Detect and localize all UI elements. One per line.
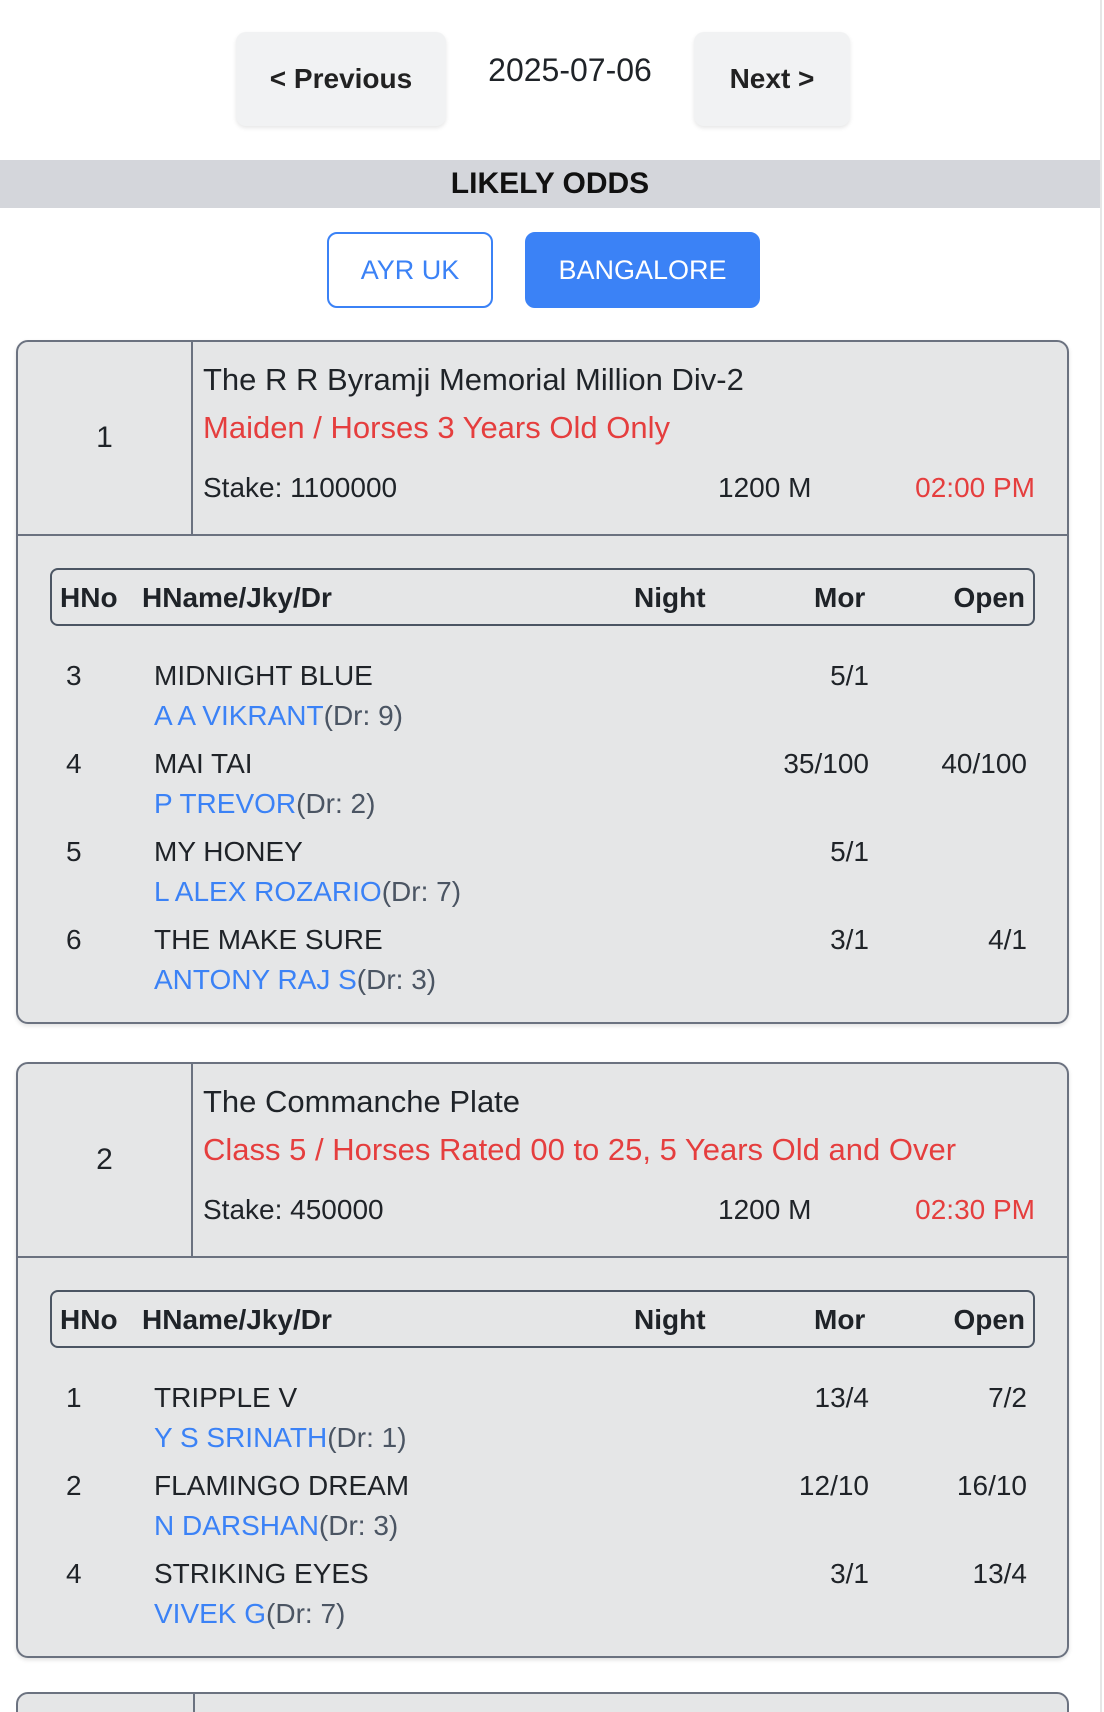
race-title: The Commanche Plate — [203, 1084, 521, 1119]
horse-name: FLAMINGO DREAM — [154, 1470, 410, 1501]
horse-number: 6 — [66, 924, 82, 955]
horse-number: 2 — [66, 1470, 82, 1501]
race-number: 2 — [18, 1064, 193, 1256]
odds-table-header — [50, 1290, 1035, 1348]
horse-name: MY HONEY — [154, 836, 303, 867]
race-stake: Stake: 450000 — [203, 1194, 384, 1225]
race-number-divider — [193, 1694, 195, 1712]
odds-table-header — [50, 568, 1035, 626]
runner-row — [50, 1366, 1035, 1454]
open-odds: 4/1 — [988, 924, 1027, 955]
venue-tab-ayr-uk[interactable]: AYR UK — [327, 232, 493, 308]
morning-odds: 5/1 — [830, 660, 869, 691]
race-header — [18, 1064, 1067, 1258]
jockey-link[interactable]: L ALEX ROZARIO — [154, 876, 382, 907]
morning-odds: 13/4 — [814, 1382, 869, 1413]
open-odds: 40/100 — [941, 748, 1027, 779]
race-stake: Stake: 1100000 — [203, 472, 398, 503]
horse-number: 4 — [66, 748, 82, 779]
race-distance: 1200 M — [718, 472, 812, 503]
race-conditions: Class 5 / Horses Rated 00 to 25, 5 Years Old and Over — [203, 1132, 957, 1167]
draw-number: (Dr: 2) — [296, 788, 376, 819]
morning-odds: 3/1 — [830, 924, 869, 955]
draw-number: (Dr: 7) — [266, 1598, 346, 1629]
header-mor: Mor — [814, 582, 866, 613]
previous-date-button[interactable]: < Previous — [236, 32, 446, 126]
draw-number: (Dr: 9) — [323, 700, 403, 731]
header-night: Night — [634, 582, 706, 613]
jockey-link[interactable]: ANTONY RAJ S — [154, 964, 357, 995]
morning-odds: 3/1 — [830, 1558, 869, 1589]
draw-number: (Dr: 3) — [318, 1510, 399, 1541]
open-odds: 13/4 — [972, 1558, 1027, 1589]
runner-row — [50, 644, 1035, 732]
runner-row — [50, 1454, 1035, 1542]
open-odds: 7/2 — [988, 1382, 1027, 1413]
draw-number: (Dr: 7) — [381, 876, 462, 907]
race-time: 02:00 PM — [915, 472, 1035, 503]
current-date: 2025-07-06 — [488, 52, 652, 88]
section-title: LIKELY ODDS — [0, 160, 1100, 208]
horse-number: 4 — [66, 1558, 82, 1589]
horse-number: 1 — [66, 1382, 82, 1413]
morning-odds: 35/100 — [783, 748, 869, 779]
horse-name: MAI TAI — [154, 748, 253, 779]
horse-name: THE MAKE SURE — [154, 924, 383, 955]
horse-name: MIDNIGHT BLUE — [154, 660, 373, 691]
header-name: HName/Jky/Dr — [142, 1304, 332, 1335]
header-night: Night — [634, 1304, 706, 1335]
race-distance: 1200 M — [718, 1194, 812, 1225]
runner-row — [50, 1542, 1035, 1630]
page-right-border — [1100, 0, 1102, 1712]
draw-number: (Dr: 1) — [327, 1422, 407, 1453]
open-odds: 16/10 — [956, 1470, 1027, 1501]
horse-name: STRIKING EYES — [154, 1558, 369, 1589]
draw-number: (Dr: 3) — [356, 964, 437, 995]
odds-table — [50, 1290, 1035, 1630]
header-hno: HNo — [60, 1304, 118, 1335]
race-time: 02:30 PM — [915, 1194, 1035, 1225]
runner-row — [50, 732, 1035, 820]
next-date-button[interactable]: Next > — [694, 32, 850, 126]
jockey-link[interactable]: A A VIKRANT — [154, 700, 324, 731]
race-card — [16, 1062, 1069, 1658]
race-title: The R R Byramji Memorial Million Div-2 — [203, 362, 744, 397]
venue-tab-bangalore[interactable]: BANGALORE — [525, 232, 760, 308]
header-name: HName/Jky/Dr — [142, 582, 332, 613]
header-mor: Mor — [814, 1304, 866, 1335]
runner-row — [50, 820, 1035, 908]
race-card — [16, 340, 1069, 1024]
race-card-partial — [16, 1692, 1069, 1712]
runner-row — [50, 908, 1035, 996]
odds-table — [50, 568, 1035, 996]
race-header — [18, 342, 1067, 536]
jockey-link[interactable]: Y S SRINATH — [154, 1422, 328, 1453]
horse-number: 3 — [66, 660, 82, 691]
header-hno: HNo — [60, 582, 118, 613]
morning-odds: 12/10 — [798, 1470, 869, 1501]
horse-name: TRIPPLE V — [154, 1382, 298, 1413]
race-number: 1 — [18, 342, 193, 534]
date-navigation — [0, 32, 1100, 128]
race-conditions: Maiden / Horses 3 Years Old Only — [203, 410, 670, 445]
jockey-link[interactable]: VIVEK G — [154, 1598, 267, 1629]
horse-number: 5 — [66, 836, 82, 867]
morning-odds: 5/1 — [830, 836, 869, 867]
header-open: Open — [953, 1304, 1025, 1335]
header-open: Open — [953, 582, 1025, 613]
jockey-link[interactable]: P TREVOR — [154, 788, 297, 819]
jockey-link[interactable]: N DARSHAN — [154, 1510, 319, 1541]
